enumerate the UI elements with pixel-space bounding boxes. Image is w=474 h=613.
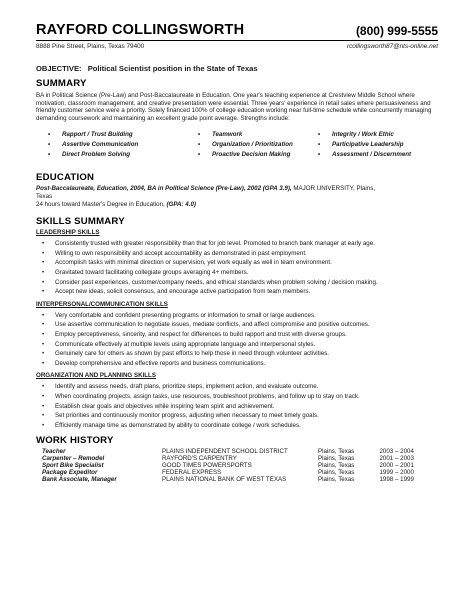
strengths-grid: [48, 131, 438, 158]
list-item: • Use assertive communication to negotiate issues, mediate conflicts, and affect compromise and positive outcomes.: [42, 321, 370, 329]
list-item: • Accomplish tasks with minimal direction or supervision, yet work equally as well in team environment.: [42, 259, 332, 267]
street-address: 8888 Pine Street, Plains, Texas 79400: [36, 43, 145, 50]
list-item: • Accept new ideas, solicit consensus, and encourage active participation from team members.: [42, 288, 311, 296]
candidate-name: RAYFORD COLLINGSWORTH: [36, 22, 245, 38]
list-item: • When coordinating projects, assign tasks, use resources, troubleshoot problems, and follow up to stay on track.: [42, 393, 360, 401]
table-row: Package Expeditor FEDERAL EXPRESS Plains, Texas 1999 – 2000: [42, 469, 414, 477]
masters-text: 24 hours toward Master's Degree in Education,: [36, 200, 167, 208]
list-item: • Very comfortable and confident presenting programs or information to small or large audiences.: [42, 311, 316, 319]
list-item: • Willing to own responsibility and accept accountability as demonstrated in past employment.: [42, 249, 307, 257]
list-item: • Establish clear goals and objectives while inspiring team spirit and achievement.: [42, 402, 275, 410]
strength-item: • Proactive Decision Making: [198, 151, 291, 159]
strength-item: • Integrity / Work Ethic: [318, 130, 394, 138]
masters-gpa: (GPA: 4.0): [166, 200, 196, 208]
summary-heading: SUMMARY: [36, 78, 87, 89]
skills-heading: SKILLS SUMMARY: [36, 216, 125, 228]
strength-item: • Assertive Communication: [48, 141, 139, 148]
education-entry: [36, 185, 438, 208]
objective-text: Political Scientist position in the State of Texas: [87, 64, 258, 73]
strength-item: • Rapport / Trust Building: [48, 130, 133, 138]
header-contact-row: [36, 43, 438, 50]
list-item: • Communicate effectively at multiple levels using appropriate language and interpersonal styles.: [42, 340, 316, 348]
strength-item: • Assessment / Discernment: [318, 151, 412, 159]
list-item: • Efficiently manage time as demonstrated by ability to coordinate college / work schedules.: [42, 421, 301, 429]
list-item: • Gravitated toward facilitating collegiate groups averaging 4+ members.: [42, 269, 249, 277]
list-item: • Set priorities and continuously monitor progress, adjusting when necessary to meet timely goals.: [42, 412, 319, 420]
organization-skills-heading: ORGANIZATION AND PLANNING SKILLS: [36, 372, 156, 380]
list-item: • Consider past experiences, customer/company needs, and ethical standards when problem solving / decision making.: [42, 278, 378, 286]
school-name: MAJOR UNIVERSITY, Plains,: [291, 185, 376, 193]
list-item: • Identify and assess needs, draft plans, prioritize steps, implement action, and evaluate outcome.: [42, 383, 319, 391]
table-row: Carpenter – Remodel RAYFORD'S CARPENTRY Plains, Texas 2001 – 2003: [42, 455, 414, 463]
degree-text: Post-Baccalaureate, Education, 2004, BA in Political Science (Pre-Law), 2002 (GPA 3.9),: [36, 185, 292, 193]
phone-number: (800) 999-5555: [355, 24, 438, 38]
summary-paragraph: BA in Political Science (Pre-Law) and Post-Baccalaureate in Education. One year's teaching experience at Crestview Middle School where motivation, classroom management, and creative presentation were essential. Three years' experience in retail sales where persuasiveness and friendly customer service were a priority. Solely financed 100% of college education working near full-time schedule while concurrently managing demanding coursework and maintaining an excellent grade point average. Strengths include:: [36, 92, 432, 123]
leadership-skills-heading: LEADERSHIP SKILLS: [36, 229, 100, 237]
header-top-row: [36, 22, 438, 38]
list-item: • Consistently trusted with greater responsibility than that for job level. Promoted to branch bank manager at early age.: [42, 240, 375, 248]
interpersonal-skills-heading: INTERPERSONAL/COMMUNICATION SKILLS: [36, 300, 168, 308]
school-state: Texas: [36, 192, 53, 200]
objective-label: OBJECTIVE:: [36, 64, 82, 73]
strength-item: • Organization / Prioritization: [198, 141, 293, 148]
interpersonal-skills-list: [36, 311, 438, 369]
table-row: Bank Associate, Manager PLAINS NATIONAL BANK OF WEST TEXAS Plains, Texas 1998 – 1999: [42, 476, 414, 484]
table-row: Teacher PLAINS INDEPENDENT SCHOOL DISTRICT Plains, Texas 2003 – 2004: [42, 448, 414, 456]
header-rule: [36, 40, 438, 41]
leadership-skills-list: [36, 239, 438, 297]
organization-skills-list: [36, 382, 438, 430]
strength-item: • Participative Leadership: [318, 141, 404, 148]
list-item: • Develop comprehensive and effective reports and business communications.: [42, 359, 266, 367]
email-address: rcollingsworth87@nts-online.net: [346, 43, 438, 50]
table-row: Sport Bike Specialist GOOD TIMES POWERSPORTS Plains, Texas 2000 – 2001: [42, 462, 414, 470]
strength-item: • Teamwork: [198, 130, 243, 138]
work-history-table: [36, 449, 438, 484]
education-heading: EDUCATION: [36, 172, 95, 184]
objective-line: [36, 64, 438, 73]
list-item: • Employ perceptiveness, sincerity, and respect for differences to build rapport and trust with diverse groups.: [42, 331, 347, 339]
strength-item: • Direct Problem Solving: [48, 151, 131, 159]
work-history-heading: WORK HISTORY: [36, 435, 114, 447]
list-item: • Genuinely care for others as shown by past efforts to help those in need through volunteer activities.: [42, 350, 330, 358]
